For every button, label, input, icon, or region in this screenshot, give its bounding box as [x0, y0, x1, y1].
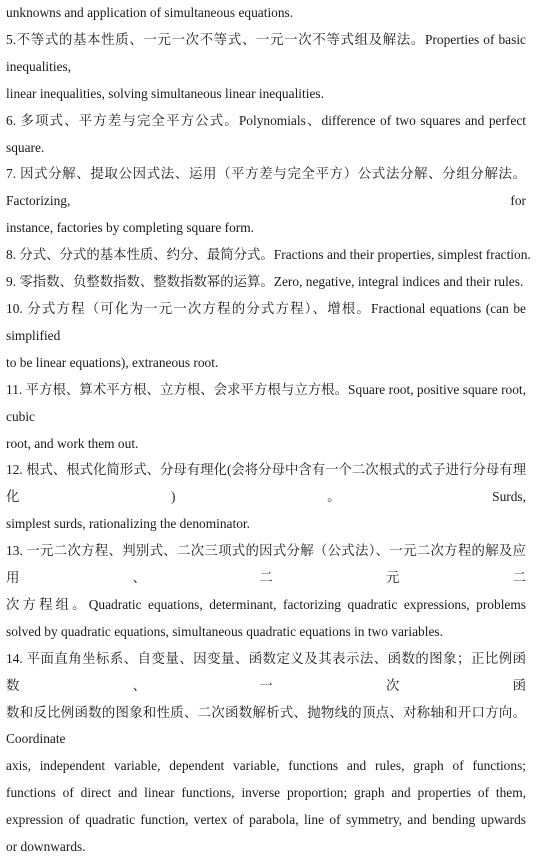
text-line: to be linear equations), extraneous root.: [6, 354, 219, 370]
text-line: expression of quadratic function, vertex of parabola, line of symmetry, and bending upwards: [6, 812, 526, 828]
text-line: root, and work them out.: [6, 435, 139, 451]
text-line: 8. 分式、分式的基本性质、约分、最简分式。Fractions and their properties, simplest fraction.: [6, 247, 531, 263]
text-line: 14. 平面直角坐标系、自变量、因变量、函数定义及其表示法、函数的图象；正比例函数、一次函: [6, 650, 526, 693]
text-line: linear inequalities, solving simultaneous linear inequalities.: [6, 85, 324, 101]
text-line: instance, factories by completing square form.: [6, 220, 255, 236]
text-line: simplest surds, rationalizing the denominator.: [6, 516, 250, 532]
text-line: 数和反比例函数的图象和性质、二次函数解析式、抛物线的顶点、对称轴和开口方向。 Coordinate: [6, 704, 526, 747]
text-line: 7. 因式分解、提取公因式法、运用（平方差与完全平方）公式法分解、分组分解法。Factorizing, for: [6, 166, 526, 209]
text-line: 12. 根式、根式化简形式、分母有理化(会将分母中含有一个二次根式的式子进行分母有理化)。Surds,: [6, 462, 526, 505]
text-line: axis, independent variable, dependent variable, functions and rules, graph of functions;: [6, 758, 526, 774]
text-line: 11. 平方根、算术平方根、立方根、会求平方根与立方根。Square root, positive square root, cubic: [6, 381, 526, 424]
text-line: 次方程组。Quadratic equations, determinant, factorizing quadratic expressions, problems: [6, 596, 526, 612]
text-line: 6. 多项式、平方差与完全平方公式。Polynomials、difference of two squares and perfect square.: [6, 112, 526, 155]
text-line: functions of direct and linear functions, inverse proportion; graph and properties of them,: [6, 785, 526, 801]
text-line: or downwards.: [6, 839, 86, 855]
text-line: solved by quadratic equations, simultaneous quadratic equations in two variables.: [6, 623, 443, 639]
text-line: unknowns and application of simultaneous equations.: [6, 5, 294, 20]
text-line: 9. 零指数、负整数指数、整数指数幂的运算。Zero, negative, integral indices and their rules.: [6, 274, 524, 290]
document-body: [6, 0, 531, 861]
text-line: 10. 分式方程（可化为一元一次方程的分式方程）、增根。Fractional equations (can be simplified: [6, 300, 526, 343]
text-line: 13. 一元二次方程、判别式、二次三项式的因式分解（公式法）、一元二次方程的解及应用、二元二: [6, 543, 526, 586]
text-line: 5.不等式的基本性质、一元一次不等式、一元一次不等式组及解法。Properties of basic inequalities,: [6, 31, 526, 74]
